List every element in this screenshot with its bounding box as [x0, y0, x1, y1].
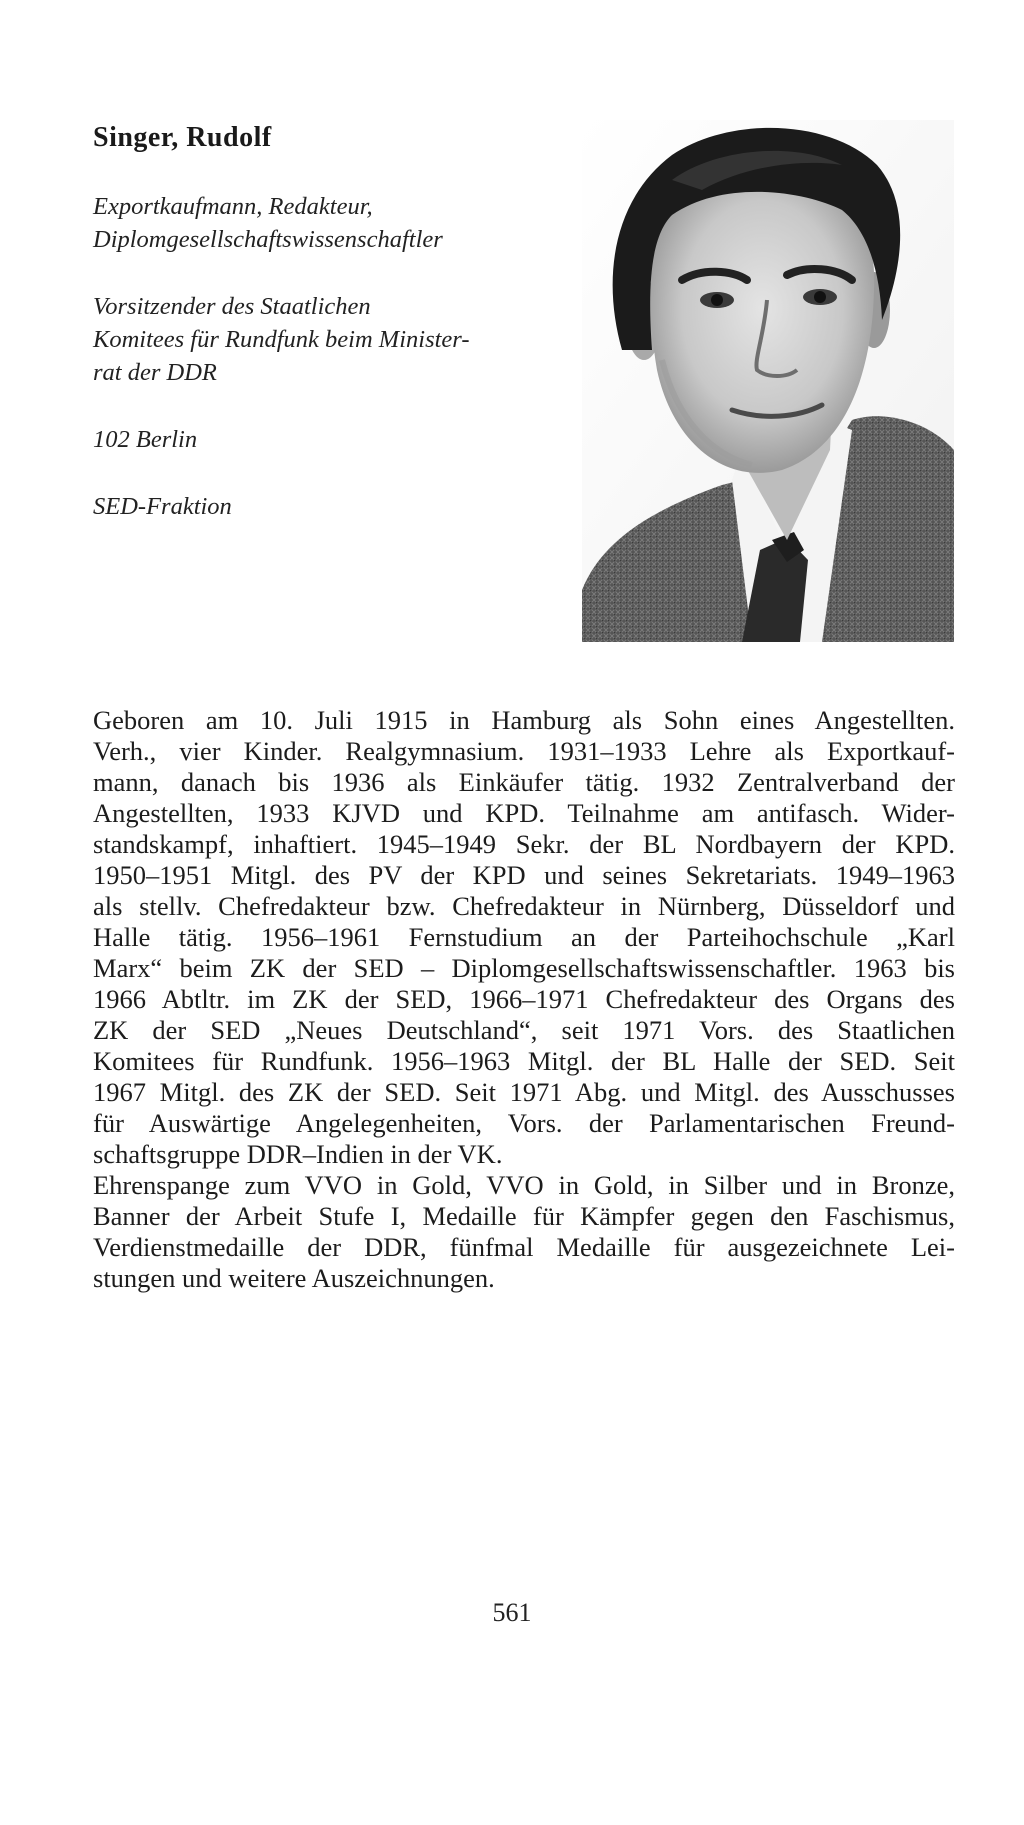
professions [93, 190, 563, 256]
biography-line: für Auswärtige Angelegenheiten, Vors. der Parlamentarischen Freund- [93, 1108, 955, 1138]
honors-line: Banner der Arbeit Stufe I, Medaille für Kämpfer gegen den Faschismus, [93, 1201, 955, 1231]
biography-line: als stellv. Chefredakteur bzw. Chefredakteur in Nürnberg, Düsseldorf und [93, 891, 955, 921]
page-number: 561 [492, 1598, 532, 1627]
position-line: Vorsitzender des Staatlichen [93, 293, 371, 320]
faction: SED-Fraktion [93, 493, 232, 520]
position-line: rat der DDR [93, 359, 217, 386]
biography-line: Geboren am 10. Juli 1915 in Hamburg als Sohn eines Angestellten. [93, 705, 955, 735]
biography-line: Marx“ beim ZK der SED – Diplomgesellschaftswissenschaftler. 1963 bis [93, 953, 955, 983]
biography-line: 1966 Abtltr. im ZK der SED, 1966–1971 Chefredakteur des Organs des [93, 984, 955, 1014]
biography-line: mann, danach bis 1936 als Einkäufer tätig. 1932 Zentralverband der [93, 767, 955, 797]
biography-line: Halle tätig. 1956–1961 Fernstudium an der Parteihochschule „Karl [93, 922, 955, 952]
biography-line: Angestellten, 1933 KJVD und KPD. Teilnahme am antifasch. Wider- [93, 798, 955, 828]
biography-line: Verh., vier Kinder. Realgymnasium. 1931–1933 Lehre als Exportkauf- [93, 736, 955, 766]
biography-line: standskampf, inhaftiert. 1945–1949 Sekr. der BL Nordbayern der KPD. [93, 829, 955, 859]
biography-line: 1967 Mitgl. des ZK der SED. Seit 1971 Abg. und Mitgl. des Ausschusses [93, 1077, 955, 1107]
biography-line: 1950–1951 Mitgl. des PV der KPD und seines Sekretariats. 1949–1963 [93, 860, 955, 890]
honors-line: Ehrenspange zum VVO in Gold, VVO in Gold, in Silber und in Bronze, [93, 1170, 955, 1200]
biography-line: schaftsgruppe DDR–Indien in der VK. [93, 1139, 503, 1169]
position-line: Komitees für Rundfunk beim Minister- [93, 326, 470, 353]
biography [93, 705, 955, 1294]
biography-line: ZK der SED „Neues Deutschland“, seit 1971 Vors. des Staatlichen [93, 1015, 955, 1045]
person-name: Singer, Rudolf [93, 122, 272, 153]
honors-line: stungen und weitere Auszeichnungen. [93, 1263, 495, 1293]
profession-line: Diplomgesellschaftswissenschaftler [93, 226, 443, 253]
city: 102 Berlin [93, 426, 198, 453]
official-position [93, 290, 563, 389]
honors-line: Verdienstmedaille der DDR, fünfmal Medaille für ausgezeichnete Lei- [93, 1232, 955, 1262]
biography-line: Komitees für Rundfunk. 1956–1963 Mitgl. der BL Halle der SED. Seit [93, 1046, 955, 1076]
portrait-photo [582, 120, 954, 642]
profession-line: Exportkaufmann, Redakteur, [93, 193, 373, 220]
